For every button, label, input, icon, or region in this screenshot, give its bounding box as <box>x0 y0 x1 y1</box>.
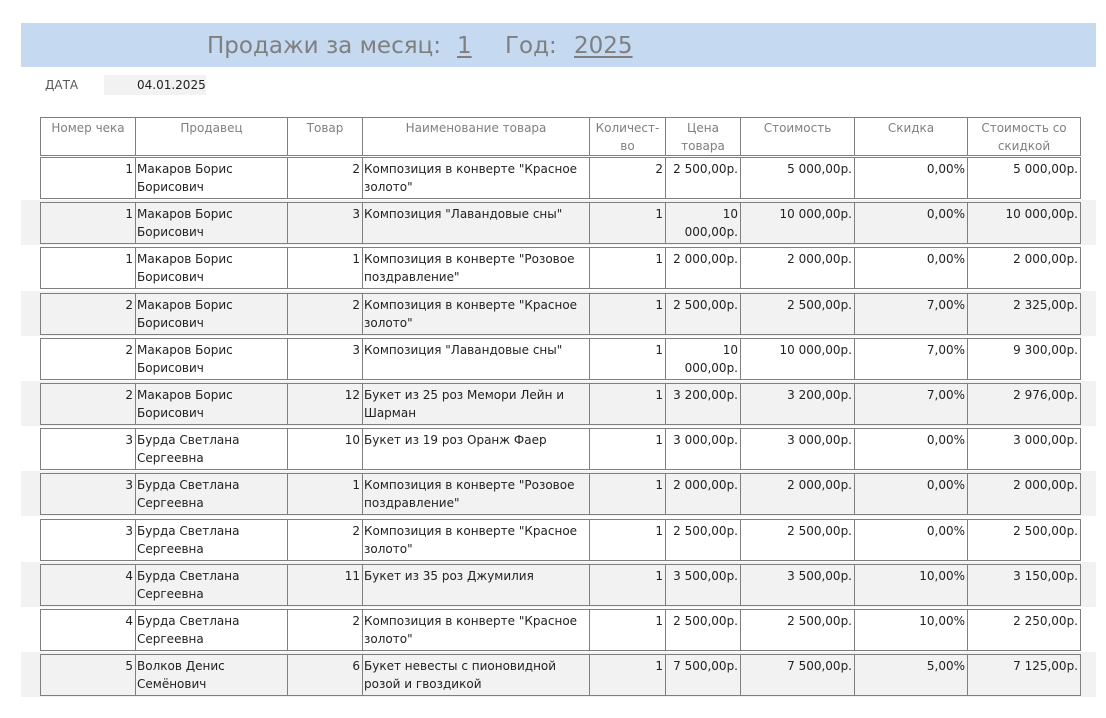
table-row[interactable] <box>40 428 1081 470</box>
cell-product-name: Композиция "Лавандовые сны" <box>363 339 590 379</box>
cell-qty: 1 <box>590 339 666 379</box>
column-header-check: Номер чека <box>41 118 136 155</box>
cell-cost: 2 500,00р. <box>741 294 855 334</box>
cell-cost: 2 500,00р. <box>741 610 855 650</box>
cell-price: 10 000,00р. <box>666 203 741 243</box>
cell-cost: 3 000,00р. <box>741 429 855 469</box>
table-row[interactable] <box>40 473 1081 515</box>
cell-discount: 0,00% <box>855 248 968 288</box>
cell-qty: 2 <box>590 158 666 198</box>
cell-seller: Макаров Борис Борисович <box>136 294 288 334</box>
cell-price: 7 500,00р. <box>666 655 741 695</box>
column-header-product-name: Наименование товара <box>363 118 590 155</box>
cell-cost: 5 000,00р. <box>741 158 855 198</box>
cell-qty: 1 <box>590 610 666 650</box>
table-row[interactable] <box>40 519 1081 561</box>
cell-product: 2 <box>288 610 363 650</box>
cell-cost-discounted: 2 500,00р. <box>1013 524 1078 538</box>
cell-product: 3 <box>288 203 363 243</box>
cell-check: 2 <box>41 339 136 379</box>
cell-qty: 1 <box>590 384 666 424</box>
column-header-seller: Продавец <box>136 118 288 155</box>
cell-seller: Макаров Борис Борисович <box>136 158 288 198</box>
cell-check: 2 <box>41 384 136 424</box>
date-value: 04.01.2025 <box>104 75 206 95</box>
cell-check: 1 <box>41 248 136 288</box>
cell-cost-discounted: 2 250,00р. <box>1013 614 1078 628</box>
cell-product: 6 <box>288 655 363 695</box>
cell-cost-discounted: 7 125,00р. <box>1013 659 1078 673</box>
cell-check: 1 <box>41 203 136 243</box>
cell-product-name: Композиция в конверте "Красное золото" <box>363 294 590 334</box>
cell-check: 5 <box>41 655 136 695</box>
cell-price: 3 200,00р. <box>666 384 741 424</box>
cell-seller: Волков Денис Семёнович <box>136 655 288 695</box>
table-row[interactable] <box>40 293 1081 335</box>
cell-cost-discounted: 2 325,00р. <box>1013 298 1078 312</box>
cell-price: 2 500,00р. <box>666 158 741 198</box>
cell-discount: 10,00% <box>855 565 968 605</box>
cell-price: 3 000,00р. <box>666 429 741 469</box>
column-header-qty: Количест-во <box>590 118 666 155</box>
cell-cost: 3 500,00р. <box>741 565 855 605</box>
cell-check: 4 <box>41 565 136 605</box>
cell-product-name: Букет невесты с пионовидной розой и гвоздикой <box>363 655 590 695</box>
cell-cost-discounted: 9 300,00р. <box>1013 343 1078 357</box>
cell-qty: 1 <box>590 248 666 288</box>
cell-product-name: Композиция в конверте "Красное золото" <box>363 158 590 198</box>
column-header-discount: Скидка <box>855 118 968 155</box>
cell-seller: Макаров Борис Борисович <box>136 248 288 288</box>
report-header <box>21 23 1096 67</box>
column-header-product: Товар <box>288 118 363 155</box>
cell-discount: 0,00% <box>855 474 968 514</box>
table-row[interactable] <box>40 609 1081 651</box>
column-header-price: Цена товара <box>666 118 741 155</box>
cell-product: 11 <box>288 565 363 605</box>
cell-discount: 0,00% <box>855 520 968 560</box>
table-header <box>40 117 1081 156</box>
table-row[interactable] <box>40 202 1081 244</box>
cell-product-name: Букет из 25 роз Мемори Лейн и Шарман <box>363 384 590 424</box>
cell-check: 4 <box>41 610 136 650</box>
cell-price: 10 000,00р. <box>666 339 741 379</box>
cell-product: 10 <box>288 429 363 469</box>
cell-product-name: Композиция в конверте "Красное золото" <box>363 610 590 650</box>
cell-discount: 7,00% <box>855 339 968 379</box>
cell-product-name: Композиция в конверте "Розовое поздравление" <box>363 474 590 514</box>
cell-cost: 10 000,00р. <box>741 339 855 379</box>
date-label: ДАТА <box>45 78 79 92</box>
column-header-cost: Стоимость <box>741 118 855 155</box>
cell-price: 2 000,00р. <box>666 474 741 514</box>
cell-cost-discounted: 3 150,00р. <box>1013 569 1078 583</box>
cell-cost: 10 000,00р. <box>741 203 855 243</box>
report-title-label: Продажи за месяц: <box>207 33 441 59</box>
cell-product: 2 <box>288 520 363 560</box>
cell-discount: 7,00% <box>855 294 968 334</box>
cell-seller: Макаров Борис Борисович <box>136 339 288 379</box>
cell-cost: 3 200,00р. <box>741 384 855 424</box>
cell-seller: Бурда Светлана Сергеевна <box>136 474 288 514</box>
cell-discount: 10,00% <box>855 610 968 650</box>
cell-qty: 1 <box>590 520 666 560</box>
column-header-cost-discounted: Стоимость со скидкой <box>981 121 1067 153</box>
cell-cost-discounted: 10 000,00р. <box>1005 207 1078 221</box>
year-label: Год: <box>505 33 557 59</box>
cell-seller: Макаров Борис Борисович <box>136 203 288 243</box>
cell-price: 2 500,00р. <box>666 520 741 560</box>
cell-seller: Макаров Борис Борисович <box>136 384 288 424</box>
cell-price: 2 500,00р. <box>666 610 741 650</box>
table-row[interactable] <box>40 157 1081 199</box>
cell-product: 1 <box>288 474 363 514</box>
cell-discount: 0,00% <box>855 158 968 198</box>
cell-product-name: Композиция в конверте "Красное золото" <box>363 520 590 560</box>
cell-discount: 7,00% <box>855 384 968 424</box>
cell-product: 12 <box>288 384 363 424</box>
cell-cost-discounted: 2 000,00р. <box>1013 252 1078 266</box>
cell-cost: 2 000,00р. <box>741 248 855 288</box>
cell-cost-discounted: 2 000,00р. <box>1013 478 1078 492</box>
cell-price: 3 500,00р. <box>666 565 741 605</box>
cell-cost-discounted: 5 000,00р. <box>1013 162 1078 176</box>
table-row[interactable] <box>40 383 1081 425</box>
cell-product-name: Букет из 35 роз Джумилия <box>363 565 590 605</box>
table-row[interactable] <box>40 654 1081 696</box>
cell-qty: 1 <box>590 429 666 469</box>
cell-cost: 2 500,00р. <box>741 520 855 560</box>
cell-product-name: Композиция "Лавандовые сны" <box>363 203 590 243</box>
cell-seller: Бурда Светлана Сергеевна <box>136 610 288 650</box>
cell-cost: 7 500,00р. <box>741 655 855 695</box>
table-row[interactable] <box>40 338 1081 380</box>
cell-check: 2 <box>41 294 136 334</box>
cell-qty: 1 <box>590 655 666 695</box>
cell-cost-discounted: 2 976,00р. <box>1013 388 1078 402</box>
year-value: 2025 <box>574 33 633 59</box>
cell-qty: 1 <box>590 294 666 334</box>
cell-qty: 1 <box>590 203 666 243</box>
cell-check: 3 <box>41 429 136 469</box>
cell-discount: 0,00% <box>855 203 968 243</box>
cell-qty: 1 <box>590 474 666 514</box>
cell-seller: Бурда Светлана Сергеевна <box>136 565 288 605</box>
cell-check: 3 <box>41 520 136 560</box>
cell-product: 1 <box>288 248 363 288</box>
cell-discount: 5,00% <box>855 655 968 695</box>
cell-product: 2 <box>288 158 363 198</box>
cell-seller: Бурда Светлана Сергеевна <box>136 520 288 560</box>
cell-price: 2 000,00р. <box>666 248 741 288</box>
cell-seller: Бурда Светлана Сергеевна <box>136 429 288 469</box>
cell-check: 1 <box>41 158 136 198</box>
table-row[interactable] <box>40 247 1081 289</box>
cell-product: 2 <box>288 294 363 334</box>
cell-product: 3 <box>288 339 363 379</box>
cell-product-name: Букет из 19 роз Оранж Фаер <box>363 429 590 469</box>
cell-qty: 1 <box>590 565 666 605</box>
month-value: 1 <box>457 33 472 59</box>
cell-product-name: Композиция в конверте "Розовое поздравление" <box>363 248 590 288</box>
cell-check: 3 <box>41 474 136 514</box>
cell-discount: 0,00% <box>855 429 968 469</box>
cell-cost: 2 000,00р. <box>741 474 855 514</box>
table-row[interactable] <box>40 564 1081 606</box>
cell-price: 2 500,00р. <box>666 294 741 334</box>
cell-cost-discounted: 3 000,00р. <box>1013 433 1078 447</box>
